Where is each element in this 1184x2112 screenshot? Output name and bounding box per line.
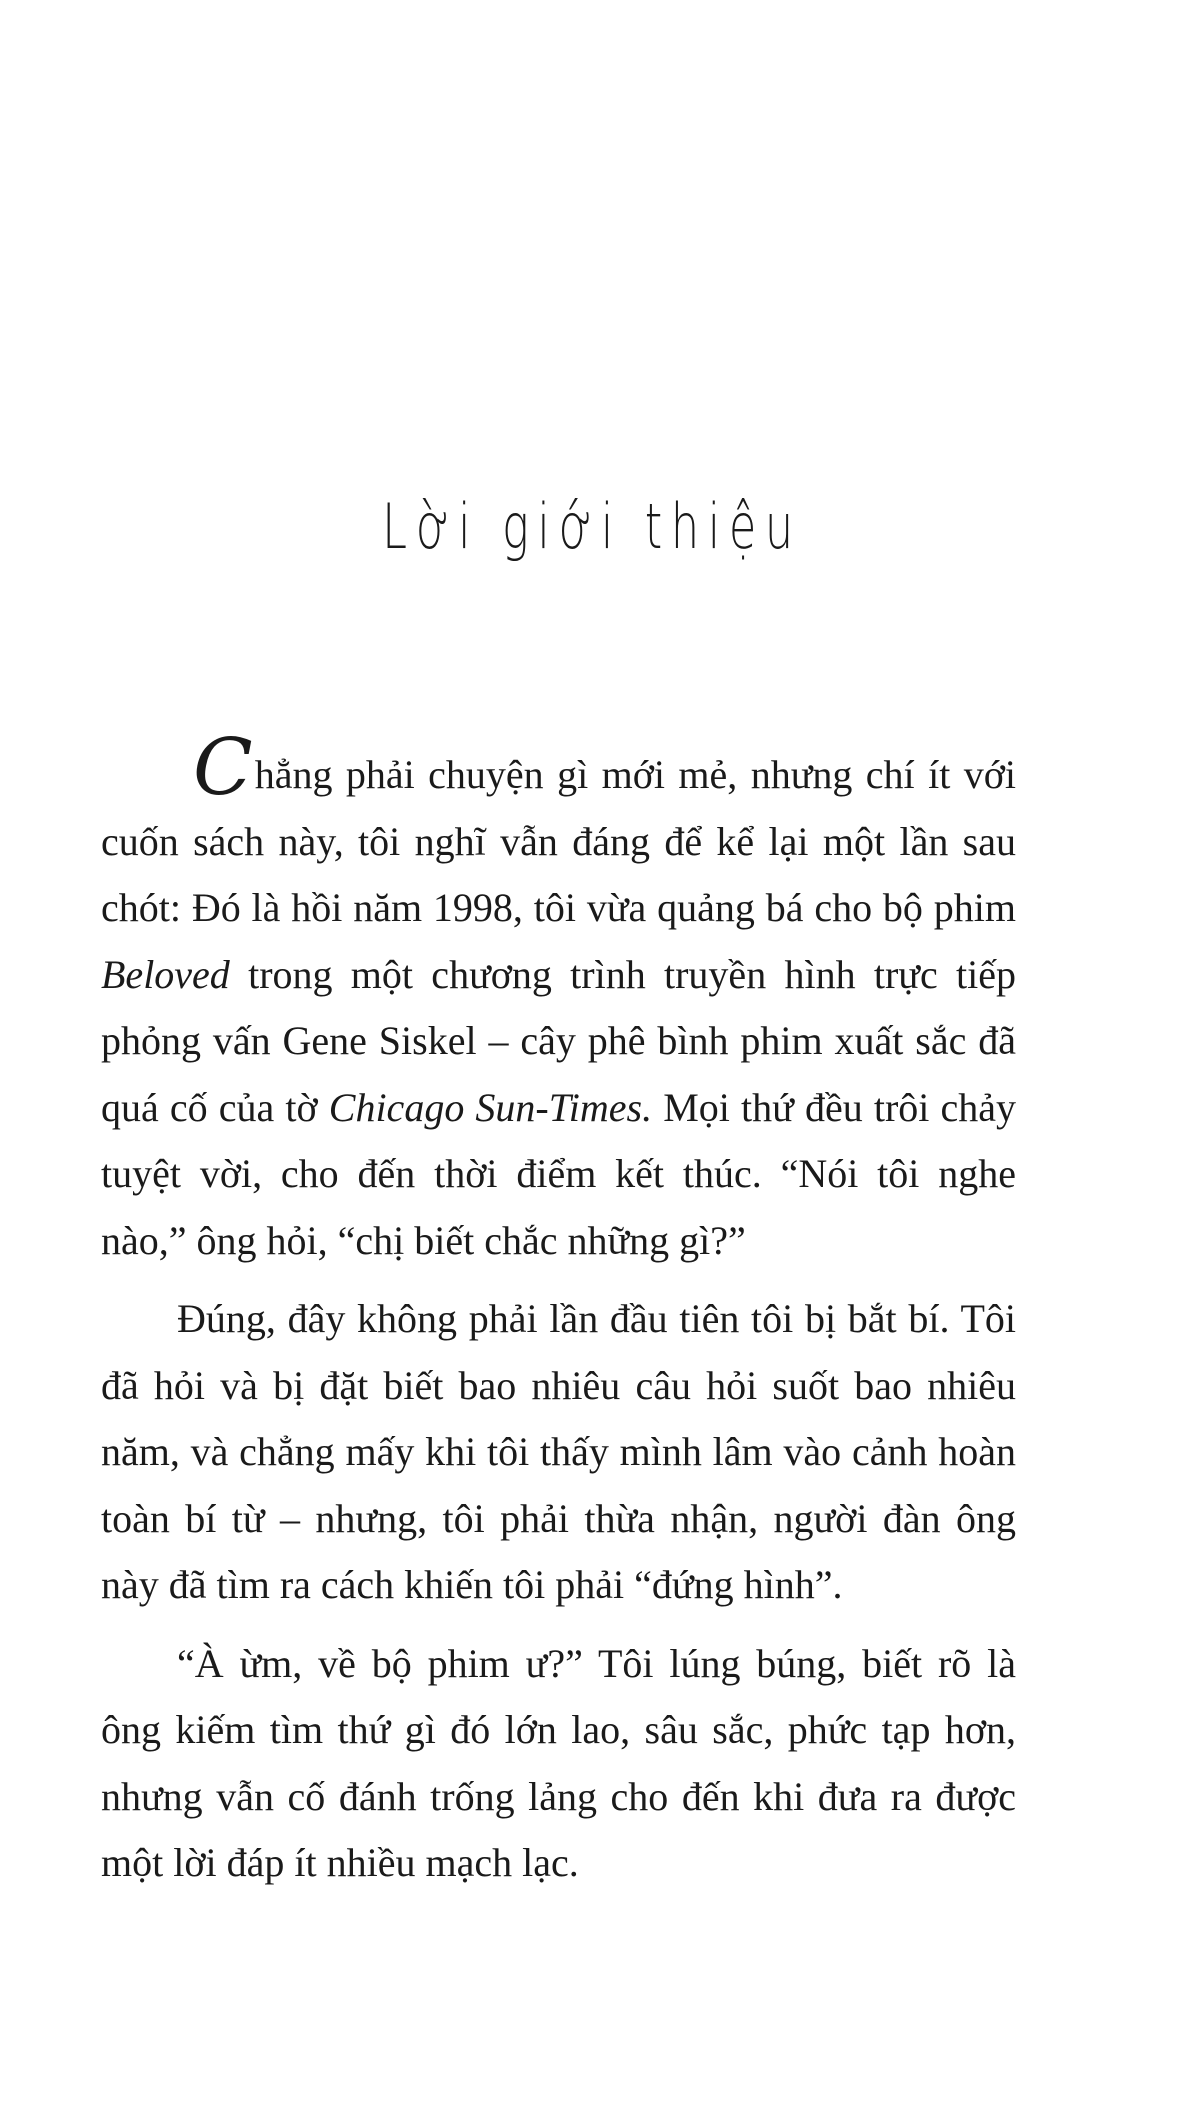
- newspaper-title: Chicago Sun-Times.: [328, 1084, 653, 1130]
- chapter-title: Lời giới thiệu: [382, 490, 802, 563]
- paragraph-1-text-b: trong một chương trình truyền hình trực tiếp phỏng vấn Gene Siskel – cây phê bình phim xuất sắc đã quá cố của tờ: [101, 951, 1016, 1130]
- drop-cap-letter: C: [193, 723, 253, 813]
- paragraph-3: “À ừm, về bộ phim ư?” Tôi lúng búng, biết rõ là ông kiếm tìm thứ gì đó lớn lao, sâu sắc, phức tạp hơn, nhưng vẫn cố đánh trống lảng cho đến khi đưa ra được một lời đáp ít nhiều mạch lạc.: [101, 1640, 1016, 1885]
- paragraph-1: [101, 723, 1017, 1274]
- paragraph-1-text-a: hẳng phải chuyện gì mới mẻ, nhưng chí ít với cuốn sách này, tôi nghĩ vẫn đáng để kể lại một lần sau chót: Đó là hồi năm 1998, tôi vừa quảng bá cho bộ phim: [101, 752, 1016, 930]
- paragraph-1-text-c: Mọi thứ đều trôi chảy tuyệt vời, cho đến thời điểm kết thúc. “Nói tôi nghe nào,” ông hỏi, “chị biết chắc những gì?”: [101, 1084, 1017, 1263]
- body-text: [101, 723, 1017, 1909]
- paragraph-2: Đúng, đây không phải lần đầu tiên tôi bị bắt bí. Tôi đã hỏi và bị đặt biết bao nhiêu câu hỏi suốt bao nhiêu năm, và chẳng mấy khi tôi thấy mình lâm vào cảnh hoàn toàn bí từ – nhưng, tôi phải thừa nhận, người đàn ông này đã tìm ra cách khiến tôi phải “đứng hình”.: [101, 1296, 1016, 1607]
- film-title-beloved: Beloved: [101, 951, 230, 997]
